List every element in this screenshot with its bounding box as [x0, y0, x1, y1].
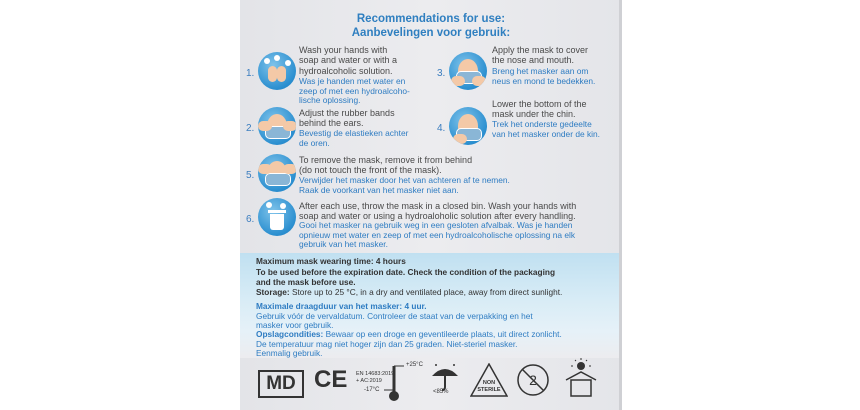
step-2-nl: Bevestig de elastieken achter de oren.: [299, 128, 409, 148]
keep-away-from-sunlight-icon: [560, 358, 602, 400]
nl-max-wearing-time: Maximale draagduur van het masker: 4 uur.: [256, 301, 427, 311]
step-1-en: Wash your hands with soap and water or with a hydroalcoholic solution.: [299, 45, 398, 76]
step-4-number: 4.: [437, 123, 446, 134]
storage-line: Storage: Store up to 25 °C, in a dry and ventilated place, away from direct sunlight.: [256, 287, 563, 297]
en-standard: EN 14683:2019 + AC:2019: [356, 371, 395, 384]
dispose-bin-icon: [258, 198, 296, 236]
step-6-nl: Gooi het masker na gebruik weg in een gesloten afvalbak. Was je handen opnieuw met water en zeep of met een hydroalcoholische oplossing na elk gebruik van het masker.: [299, 220, 576, 250]
nl-storage-line: Opslagcondities: Bewaar op een droge en geventileerde plaats, uit direct zonlicht.: [256, 329, 562, 339]
step-2-en: Adjust the rubber bands behind the ears.: [299, 108, 395, 129]
step-4-nl: Trek het onderste gedeelte van het masker onder de kin.: [492, 119, 601, 139]
info-band: [240, 253, 622, 358]
nl-extra-1: De temperatuur mag niet hoger zijn dan 25 graden. Niet-steriel masker.: [256, 339, 518, 349]
step-6-en: After each use, throw the mask in a closed bin. Wash your hands with soap and water or using a hydroaloholic solution after every handling.: [299, 201, 577, 222]
ce-mark: CE: [314, 366, 348, 393]
package-panel: [240, 0, 622, 410]
remove-mask-icon: [258, 154, 296, 192]
nl-extra-2: Eenmalig gebruik.: [256, 348, 323, 358]
max-wearing-time: Maximum mask wearing time: 4 hours: [256, 256, 406, 266]
nl-line-1: Gebruik vóór de vervaldatum. Controleer de staat van de verpakking en het: [256, 311, 533, 321]
package-right-edge: [619, 0, 622, 410]
temp-low: -17°C: [364, 387, 380, 393]
svg-text:2: 2: [529, 372, 537, 388]
step-2-number: 2.: [246, 123, 255, 134]
expiry-line-2: and the mask before use.: [256, 277, 356, 287]
step-1-number: 1.: [246, 68, 255, 79]
step-1-nl: Was je handen met water en zeep of met een hydroalcoho- lische oplossing.: [299, 76, 410, 106]
keep-dry-umbrella-icon: [430, 362, 460, 392]
title-nl: Aanbevelingen voor gebruik:: [351, 27, 511, 39]
title-en: Recommendations for use:: [356, 13, 506, 25]
non-sterile-label: NON STERILE: [477, 380, 501, 393]
step-5-nl: Verwijder het masker door het van achteren af te nemen. Raak de voorkant van het masker niet aan.: [299, 175, 510, 195]
step-3-nl: Breng het masker aan om neus en mond te bedekken.: [492, 66, 596, 86]
md-symbol: MD: [258, 370, 304, 398]
step-5-number: 5.: [246, 170, 255, 181]
step-6-number: 6.: [246, 214, 255, 225]
step-3-number: 3.: [437, 68, 446, 79]
expiry-line-1: To be used before the expiration date. Check the condition of the packaging: [256, 267, 556, 277]
step-5-en: To remove the mask, remove it from behind (do not touch the front of the mask).: [299, 155, 473, 176]
step-3-en: Apply the mask to cover the nose and mouth.: [492, 45, 589, 66]
do-not-reuse-icon: [516, 363, 550, 397]
nl-line-2: masker voor gebruik.: [256, 320, 334, 330]
apply-mask-icon: [449, 52, 487, 90]
humidity-limit: <85%: [433, 389, 449, 395]
wash-hands-icon: [258, 52, 296, 90]
adjust-bands-icon: [258, 107, 296, 145]
temp-high: +25°C: [406, 362, 423, 368]
step-4-en: Lower the bottom of the mask under the chin.: [492, 99, 587, 120]
lower-mask-icon: [449, 107, 487, 145]
